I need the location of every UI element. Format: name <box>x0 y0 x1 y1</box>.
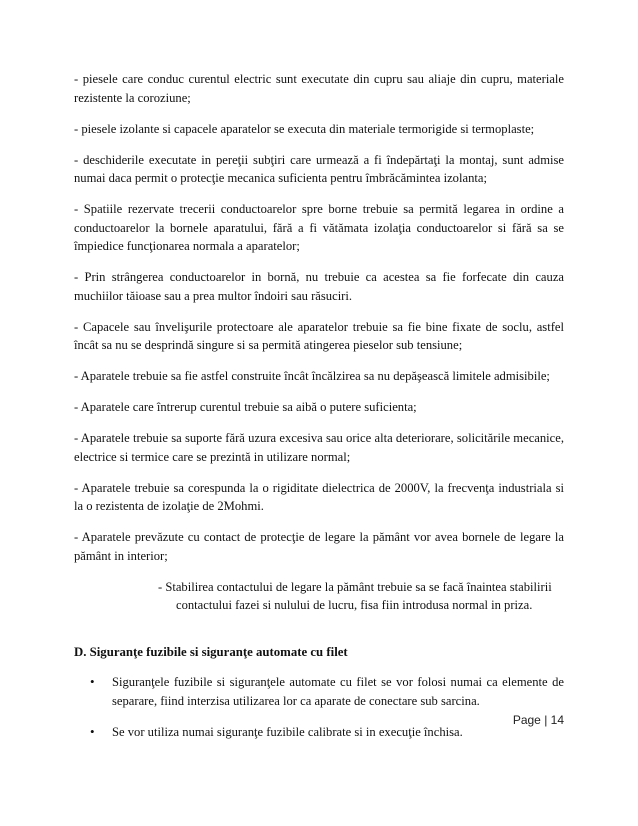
list-item <box>90 723 564 742</box>
paragraph-4: - Spatiile rezervate trecerii conductoarelor spre borne trebuie sa permită legarea in ordine a conductoarelor la bornele aparatului, fără a fi vătămata izolaţia conductoarelor si fără sa se împiedice funcţionarea normala a aparatelor; <box>74 202 564 253</box>
paragraph-3: - deschiderile executate in pereţii subţiri care urmează a fi îndepărtaţi la montaj, sunt admise numai daca permit o protecţie mecanica suficienta pentru îmbrăcămintea izolanta; <box>74 152 564 185</box>
list-item-text: Se vor utiliza numai siguranţe fuzibile calibrate si in execuţie închisa. <box>112 724 463 739</box>
bullet-icon: • <box>90 674 95 689</box>
list-item-text: Siguranţele fuzibile si siguranţele automate cu filet se vor folosi numai ca elemente de separare, fiind interzisa utilizarea lor ca aparate de conectare sub sarcina. <box>112 675 564 708</box>
page-number: Page | 14 <box>512 713 564 727</box>
paragraph-9: - Aparatele trebuie sa suporte fără uzura excesiva sau orice alta deteriorare, solicitările mecanice, electrice si termice care se prezintă in utilizare normal; <box>74 431 564 464</box>
bullet-icon: • <box>90 723 95 739</box>
bullet-list <box>74 673 564 741</box>
page-body <box>74 70 564 754</box>
paragraph-5: - Prin strângerea conductoarelor in bornă, nu trebuie ca acestea sa fie forfecate din cauza muchiilor tăioase sau a prea multor îndoiri sau răsuciri. <box>74 270 564 303</box>
paragraph-1: - piesele care conduc curentul electric sunt executate din cupru sau aliaje din cupru, materiale rezistente la coroziune; <box>74 72 564 105</box>
paragraph-2: - piesele izolante si capacele aparatelor se executa din materiale termorigide si termoplaste; <box>74 121 535 136</box>
section-heading: D. Siguranţe fuzibile si siguranţe automate cu filet <box>74 644 348 659</box>
indented-paragraph <box>158 578 564 615</box>
paragraph-10: - Aparatele trebuie sa corespunda la o rigiditate dielectrica de 2000V, la frecvenţa industriala si la o rezistenta de izolaţie de 2Mohmi. <box>74 480 564 513</box>
paragraph-8: - Aparatele care întrerup curentul trebuie sa aibă o putere suficienta; <box>74 400 417 414</box>
indented-line-1: - Stabilirea contactului de legare la pământ trebuie sa se facă înaintea stabilirii <box>158 579 552 594</box>
paragraph-11: - Aparatele prevăzute cu contact de protecţie de legare la pământ vor avea bornele de legare la pământ in interior; <box>74 530 564 563</box>
paragraph-7: - Aparatele trebuie sa fie astfel construite încât încălzirea sa nu depăşească limitele admisibile; <box>74 369 550 383</box>
indented-line-2: contactului fazei si nulului de lucru, fisa fiin introdusa normal in priza. <box>176 598 533 612</box>
paragraph-6: - Capacele sau învelişurile protectoare ale aparatelor trebuie sa fie bine fixate de soclu, astfel încât sa nu se desprindă singure si sa permită atingerea pieselor sub tensiune; <box>74 319 564 352</box>
list-item <box>90 673 564 710</box>
